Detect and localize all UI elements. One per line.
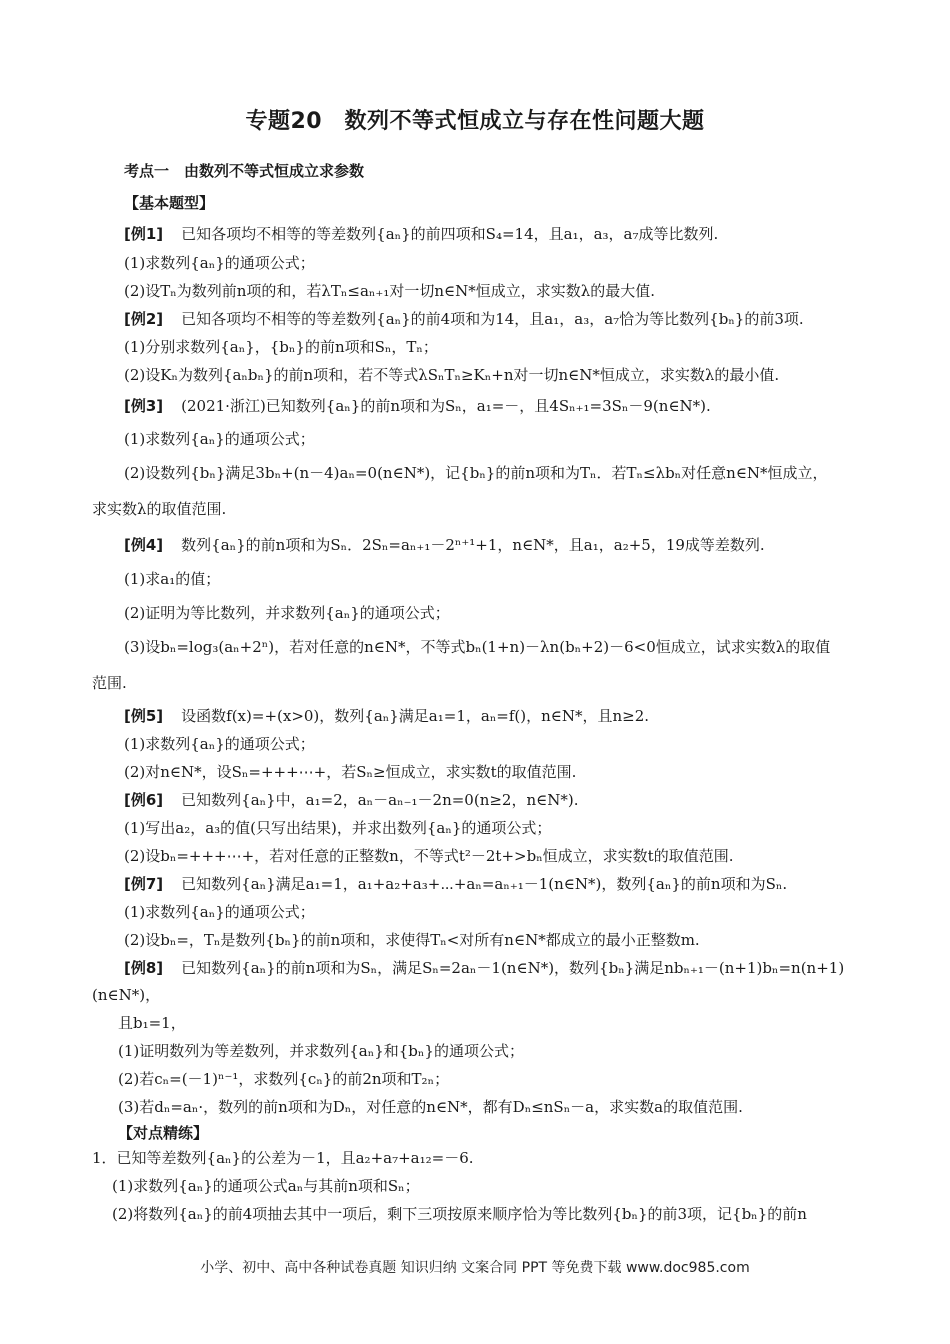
question-line: (1)证明数列为等差数列，并求数列{aₙ}和{bₙ}的通项公式；: [118, 1042, 524, 1060]
example-7-statement: [124, 874, 787, 894]
question-line: (2)对n∈N*，设Sₙ=+++⋯+，若Sₙ≥恒成立，求实数t的取值范围.: [124, 763, 577, 781]
example-label: [例7]: [124, 875, 164, 893]
practice-problem-1: 1．已知等差数列{aₙ}的公差为－1，且a₂+a₇+a₁₂=－6.: [92, 1149, 474, 1167]
question-line: (2)设bₙ=，Tₙ是数列{bₙ}的前n项和，求使得Tₙ<对所有n∈N*都成立的最小正整数m.: [124, 931, 700, 949]
example-text: (2021·浙江)已知数列{aₙ}的前n项和为Sₙ，a₁=－，且4Sₙ₊₁=3Sₙ－9(n∈N*).: [181, 397, 711, 415]
example-text: 已知数列{aₙ}满足a₁=1，a₁+a₂+a₃+⋯+aₙ=aₙ₊₁－1(n∈N*)，数列{aₙ}的前n项和为Sₙ.: [181, 875, 788, 893]
example-6-statement: [124, 790, 579, 810]
example-text: 已知各项均不相等的等差数列{aₙ}的前4项和为14，且a₁，a₃，a₇恰为等比数列{bₙ}的前3项.: [181, 310, 804, 328]
example-8-statement: [124, 958, 844, 978]
question-line: (3)设bₙ=log₃(aₙ+2ⁿ)，若对任意的n∈N*，不等式bₙ(1+n)－λn(bₙ+2)－6<0恒成立，试求实数λ的取值: [124, 638, 831, 656]
example-label: [例3]: [124, 397, 164, 415]
example-text: 已知数列{aₙ}的前n项和为Sₙ，满足Sₙ=2aₙ－1(n∈N*)，数列{bₙ}满足nbₙ₊₁－(n+1)bₙ=n(n+1): [181, 959, 845, 977]
question-line: (2)设数列{bₙ}满足3bₙ+(n－4)aₙ=0(n∈N*)，记{bₙ}的前n项和为Tₙ．若Tₙ≤λbₙ对任意n∈N*恒成立，: [124, 464, 828, 482]
question-line: (2)证明为等比数列，并求数列{aₙ}的通项公式；: [124, 604, 450, 622]
practice-heading: 【对点精练】: [118, 1124, 209, 1142]
question-line: (1)分别求数列{aₙ}，{bₙ}的前n项和Sₙ，Tₙ；: [124, 338, 438, 356]
example-label: [例1]: [124, 225, 164, 243]
question-line-continued: (n∈N*)，: [92, 986, 161, 1004]
example-text: 数列{aₙ}的前n项和为Sₙ．2Sₙ=aₙ₊₁－2ⁿ⁺¹+1，n∈N*，且a₁，a₂+5，19成等差数列.: [181, 536, 765, 554]
question-line: (2)设Kₙ为数列{aₙbₙ}的前n项和，若不等式λSₙTₙ≥Kₙ+n对一切n∈N*恒成立，求实数λ的最小值.: [124, 366, 780, 384]
example-4-statement: [124, 535, 765, 555]
section-heading: 考点一 由数列不等式恒成立求参数: [124, 162, 365, 180]
question-line: (2)若cₙ=(－1)ⁿ⁻¹，求数列{cₙ}的前2n项和T₂ₙ；: [118, 1070, 450, 1088]
question-line: (1)求数列{aₙ}的通项公式aₙ与其前n项和Sₙ；: [112, 1177, 420, 1195]
example-text: 已知各项均不相等的等差数列{aₙ}的前四项和S₄=14，且a₁，a₃，a₇成等比数列.: [181, 225, 719, 243]
question-line: (1)求数列{aₙ}的通项公式；: [124, 430, 315, 448]
page-footer: 小学、初中、高中各种试卷真题 知识归纳 文案合同 PPT 等免费下载 www.doc985.com: [200, 1260, 750, 1276]
question-line-continued: 范围.: [92, 674, 127, 692]
question-line: (2)将数列{aₙ}的前4项抽去其中一项后，剩下三项按原来顺序恰为等比数列{bₙ}的前3项，记{bₙ}的前n: [112, 1205, 807, 1223]
question-line: (2)设Tₙ为数列前n项的和，若λTₙ≤aₙ₊₁对一切n∈N*恒成立，求实数λ的最大值.: [124, 282, 656, 300]
example-text: 设函数f(x)=+(x>0)，数列{aₙ}满足a₁=1，aₙ=f()，n∈N*，且n≥2.: [181, 707, 650, 725]
basic-types-heading: 【基本题型】: [124, 194, 215, 212]
question-line: (1)求数列{aₙ}的通项公式；: [124, 735, 315, 753]
example-label: [例8]: [124, 959, 164, 977]
example-label: [例4]: [124, 536, 164, 554]
question-line-continued: 求实数λ的取值范围.: [92, 500, 227, 518]
example-5-statement: [124, 706, 649, 726]
question-line: 且b₁=1，: [118, 1014, 186, 1032]
example-label: [例2]: [124, 310, 164, 328]
example-3-statement: [124, 396, 711, 416]
example-1-statement: [124, 224, 718, 244]
question-line: (1)求数列{aₙ}的通项公式；: [124, 903, 315, 921]
question-line: (1)求a₁的值；: [124, 570, 221, 588]
question-line: (3)若dₙ=aₙ·，数列的前n项和为Dₙ，对任意的n∈N*，都有Dₙ≤nSₙ－a，求实数a的取值范围.: [118, 1098, 743, 1116]
example-text: 已知数列{aₙ}中，a₁=2，aₙ－aₙ₋₁－2n=0(n≥2，n∈N*).: [181, 791, 579, 809]
example-2-statement: [124, 309, 804, 329]
example-label: [例6]: [124, 791, 164, 809]
question-line: (1)写出a₂，a₃的值(只写出结果)，并求出数列{aₙ}的通项公式；: [124, 819, 552, 837]
question-line: (1)求数列{aₙ}的通项公式；: [124, 254, 315, 272]
page-title: 专题20 数列不等式恒成立与存在性问题大题: [245, 109, 705, 134]
example-label: [例5]: [124, 707, 164, 725]
question-line: (2)设bₙ=+++⋯+，若对任意的正整数n，不等式t²－2t+>bₙ恒成立，求实数t的取值范围.: [124, 847, 734, 865]
